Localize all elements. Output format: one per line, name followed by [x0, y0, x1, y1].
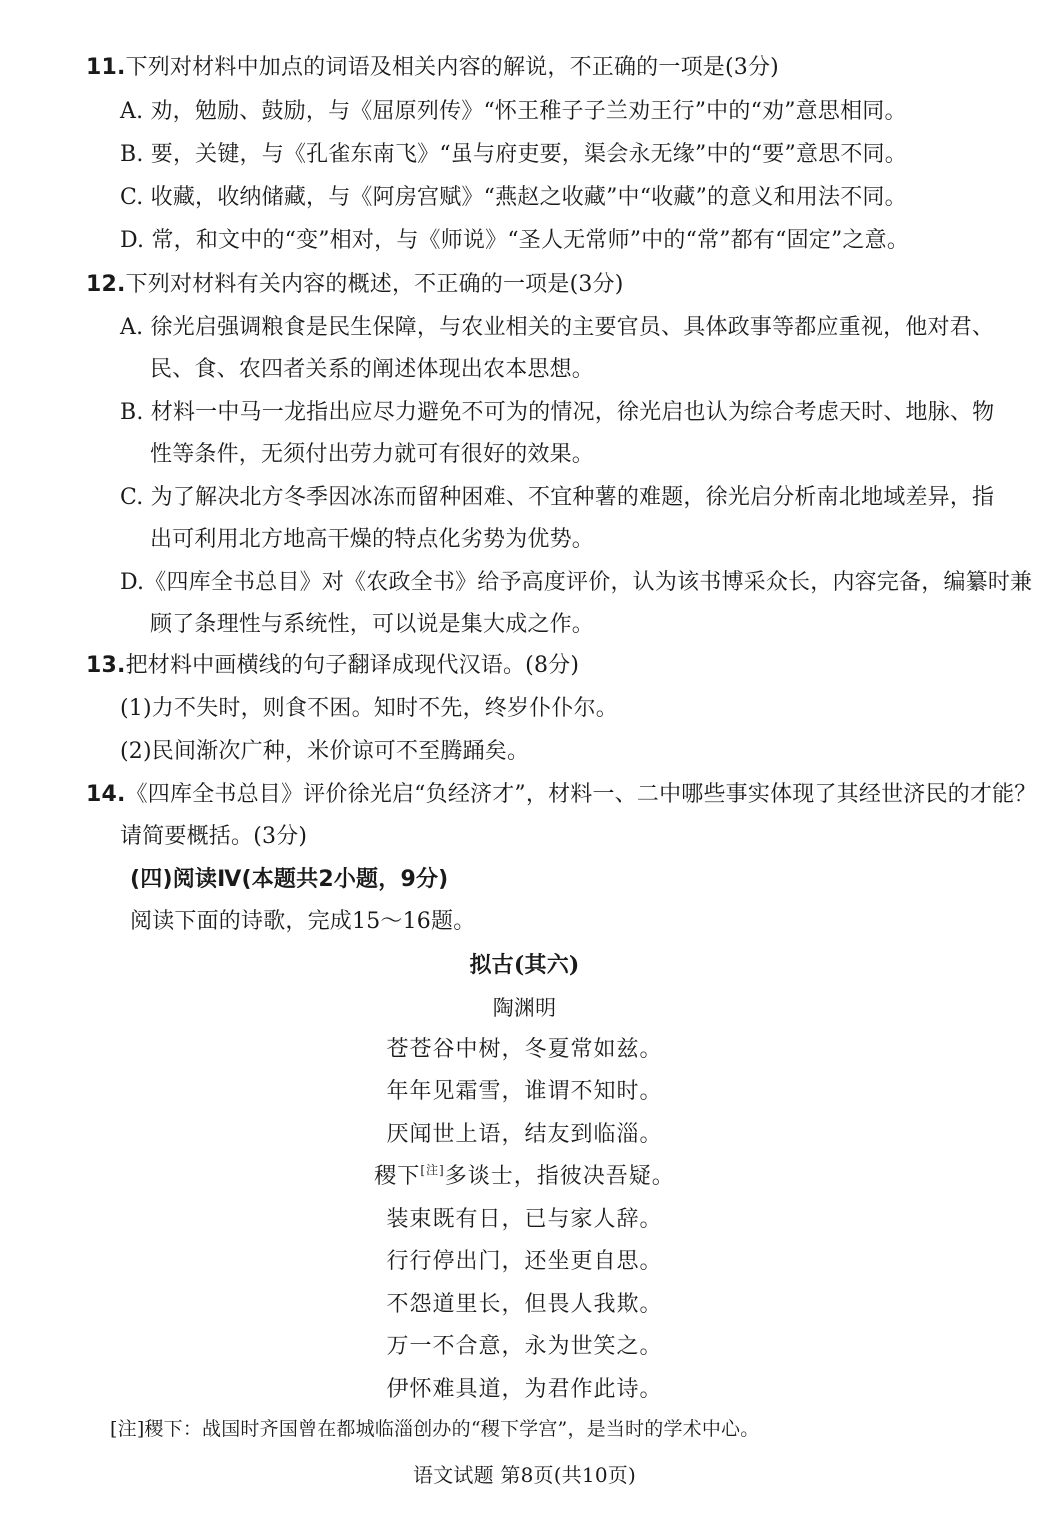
question-text: 下列对材料中加点的词语及相关内容的解说，不正确的一项是(3分) — [125, 55, 779, 80]
question-14-stem-line2: 请简要概括。(3分) — [120, 824, 308, 849]
question-number: 14. — [86, 782, 126, 807]
question-13-stem — [86, 651, 579, 681]
option-12d-line1: D.《四库全书总目》对《农政全书》给予高度评价，认为该书博采众长，内容完备，编纂时兼 — [120, 570, 1033, 595]
translation-item-2: (2)民间渐次广种，米价谅可不至腾踊矣。 — [120, 739, 530, 764]
option-12b-line2: 性等条件，无须付出劳力就可有很好的效果。 — [150, 442, 595, 467]
question-11-stem — [86, 53, 779, 83]
option-11d: D. 常，和文中的“变”相对，与《师说》“圣人无常师”中的“常”都有“固定”之意。 — [120, 228, 910, 253]
poem-title: 拟古(其六) — [469, 952, 580, 978]
poem-line: 行行停出门，还坐更自思。 — [386, 1249, 663, 1274]
option-12c-line1: C. 为了解决北方冬季因冰冻而留种困难、不宜种薯的难题，徐光启分析南北地域差异，指 — [120, 485, 995, 510]
poem-line: 不怨道里长，但畏人我欺。 — [386, 1292, 663, 1317]
poem-line: 装束既有日，已与家人辞。 — [386, 1207, 663, 1232]
option-12b-line1: B. 材料一中马一龙指出应尽力避免不可为的情况，徐光启也认为综合考虑天时、地脉、物 — [120, 400, 995, 425]
poem-line: 苍苍谷中树，冬夏常如兹。 — [386, 1037, 663, 1062]
poem-author: 陶渊明 — [492, 996, 557, 1020]
question-12-stem — [86, 270, 624, 300]
option-12a-line1: A. 徐光启强调粮食是民生保障，与农业相关的主要官员、具体政事等都应重视，他对君、 — [120, 315, 995, 340]
poem-line: 伊怀难具道，为君作此诗。 — [386, 1377, 663, 1402]
option-11c: C. 收藏，收纳储藏，与《阿房宫赋》“燕赵之收藏”中“收藏”的意义和用法不同。 — [120, 185, 907, 210]
poem-line-prefix: 稷下 — [374, 1164, 421, 1189]
poem-line-with-note — [0, 1162, 1049, 1192]
question-number: 13. — [86, 653, 126, 678]
question-text: 把材料中画横线的句子翻译成现代汉语。(8分) — [125, 653, 580, 678]
option-11b: B. 要，关键，与《孔雀东南飞》“虽与府吏要，渠会永无缘”中的“要”意思不同。 — [120, 142, 907, 167]
question-number: 11. — [86, 55, 126, 80]
footnote: [注]稷下：战国时齐国曾在都城临淄创办的“稷下学宫”，是当时的学术中心。 — [110, 1418, 760, 1440]
poem-line-rest: 多谈士，指彼决吾疑。 — [444, 1164, 675, 1189]
page-footer: 语文试题 第8页(共10页) — [413, 1463, 636, 1487]
question-text: 下列对材料有关内容的概述，不正确的一项是(3分) — [125, 272, 624, 297]
question-text: 《四库全书总目》评价徐光启“负经济才”，材料一、二中哪些事实体现了其经世济民的才能？ — [125, 782, 1037, 807]
option-12a-line2: 民、食、农四者关系的阐述体现出农本思想。 — [150, 357, 595, 382]
poem-line: 厌闻世上语，结友到临淄。 — [386, 1122, 663, 1147]
section-heading: (四)阅读Ⅳ(本题共2小题，9分) — [130, 867, 449, 892]
question-14-stem — [86, 780, 1036, 810]
section-instruction: 阅读下面的诗歌，完成15～16题。 — [130, 909, 476, 934]
option-12c-line2: 出可利用北方地高干燥的特点化劣势为优势。 — [150, 527, 595, 552]
poem-line: 年年见霜雪，谁谓不知时。 — [386, 1079, 663, 1104]
poem-line: 万一不合意，永为世笑之。 — [386, 1334, 663, 1359]
option-12d-line2: 顾了条理性与系统性，可以说是集大成之作。 — [150, 612, 595, 637]
option-11a: A. 劝，勉励、鼓励，与《屈原列传》“怀王稚子子兰劝王行”中的“劝”意思相同。 — [120, 99, 907, 124]
translation-item-1: (1)力不失时，则食不困。知时不先，终岁仆仆尔。 — [120, 696, 618, 721]
footnote-marker: [注] — [420, 1163, 445, 1177]
question-number: 12. — [86, 272, 126, 297]
